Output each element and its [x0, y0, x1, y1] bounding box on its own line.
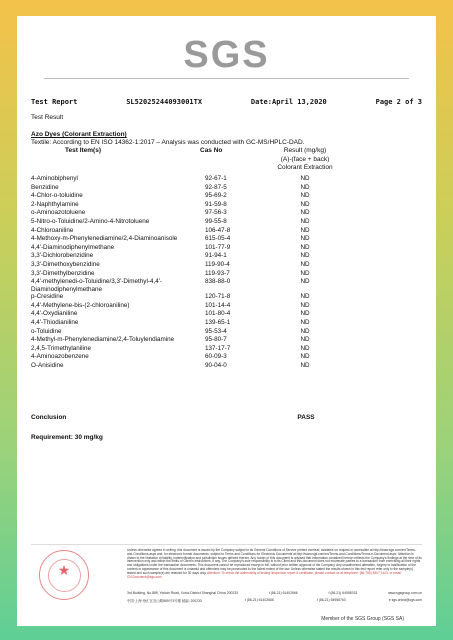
authenticity-text: Attention: To check the authenticity of testing /inspection report & certificate, please contact us at telephone: (86-755) 8307 1443, or email: CN.Doccheck@sgs.com: [127, 570, 402, 579]
result-header-line1: Result (mg/kg): [283, 147, 327, 154]
section-description: Textile: According to EN ISO 14362-1:2017 – Analysis was conducted with GC-MS/HPLC-DAD.: [31, 139, 305, 146]
cas-number: 137-17-7: [205, 344, 231, 352]
result-value: ND: [300, 353, 310, 361]
fax-en: f (86-21) 64958763: [328, 591, 358, 595]
test-item-name: 3,3'-Dimethoxybenzidine: [31, 260, 100, 268]
report-number: SL52025244093001TX: [126, 98, 203, 106]
cas-number: 119-93-7: [205, 269, 230, 277]
conclusion-value: PASS: [297, 414, 315, 421]
result-value: ND: [300, 278, 310, 286]
table-row: [31, 302, 345, 311]
cas-number: 92-87-5: [205, 183, 227, 191]
test-item-name: 4,4'-Methylene-bis-(2-chloroaniline): [31, 301, 130, 309]
cas-number: 97-56-3: [205, 209, 227, 217]
report-header: [31, 98, 422, 106]
cas-number: 92-67-1: [205, 175, 227, 182]
cas-number: 90-04-0: [205, 361, 227, 369]
result-header-line2: (A)-(face + back): [280, 155, 330, 163]
footer-divider: [31, 544, 422, 545]
website: www.sgsgroup.com.cn: [388, 591, 422, 595]
result-value: ND: [300, 327, 310, 335]
table-row: [31, 235, 345, 244]
conclusion-label: Conclusion: [31, 414, 67, 421]
result-value: ND: [300, 344, 310, 352]
test-item-name: 3,3'-Dichlorobenzidine: [31, 252, 94, 260]
disclaimer-text: Unless otherwise agreed in writing, this document is issued by the Company subject to its General Conditions of Service printed overleaf, available on request or accessible at http://www.sgs.com/en/Terms-and-Conditions.aspx and, for electronic format documents, subject to Terms and Conditions for Electronic Documents at http://www.sgs.com/en/Terms-and-Conditions/Terms-e-Document.aspx. Attention is drawn to the limitation of liability, indemnification and jurisdiction issues defined therein. Any holder of this document is advised that information contained hereon reflects the Company's findings at the time of its intervention only and within the limits of Client's instructions, if any. The Company's sole responsibility is to its Client and this document does not exonerate parties to a transaction from exercising all their rights and obligations under the transaction documents. This document cannot be reproduced except in full, without prior written approval of the Company. Any unauthorized alteration, forgery or falsification of the content or appearance of this document is unlawful and offenders may be prosecuted to the fullest extent of the law. Unless otherwise stated the results shown in this test report refer only to the sample(s) tested and such sample(s) are retained for 30 days only.: [127, 548, 422, 575]
logo-divider: [44, 78, 409, 79]
table-row: [31, 353, 345, 362]
cas-number: 101-14-4: [205, 301, 231, 309]
test-item-name: p-Cresidine: [31, 293, 64, 301]
test-item-name: 4,4'-Oxydianiline: [31, 310, 78, 318]
test-item-name: 4-Methoxy-m-Phenylenediamine/2,4-Diaminoanisole: [31, 235, 178, 243]
result-value: ND: [300, 209, 310, 217]
table-row: [31, 270, 345, 279]
result-value: ND: [300, 310, 310, 318]
result-value: ND: [300, 301, 310, 309]
test-result-label: Test Result: [31, 114, 64, 121]
test-item-name: 4-Chlor-o-toluidine: [31, 192, 83, 200]
report-date: Date:April 13,2020: [250, 98, 327, 106]
result-value: ND: [300, 226, 310, 234]
test-item-name: o-Toluidine: [31, 327, 62, 335]
cas-number: 101-80-4: [205, 310, 231, 318]
column-header-item: Test Item(s): [65, 147, 101, 154]
cas-number: 60-09-3: [205, 353, 227, 361]
result-value: ND: [300, 252, 310, 260]
test-item-name: 4,4'-Diaminodiphenylmethane: [31, 243, 115, 251]
result-value: ND: [300, 183, 310, 191]
table-row: [31, 184, 345, 193]
test-item-name: O-Anisidine: [31, 361, 64, 369]
cas-number: 101-77-9: [205, 243, 231, 251]
column-header-result: [265, 147, 345, 173]
requirement-text: Requirement: 30 mg/kg: [31, 434, 103, 441]
member-text: Member of the SGS Group (SGS SA): [321, 616, 404, 622]
table-row: [31, 227, 345, 236]
cas-number: 139-65-1: [205, 318, 231, 326]
test-item-name: 4,4'-Thiodianiline: [31, 318, 79, 326]
section-title: Azo Dyes (Colorant Extraction): [31, 131, 127, 138]
cas-number: 106-47-8: [205, 226, 231, 234]
result-value: ND: [300, 235, 310, 243]
cas-number: 119-90-4: [205, 260, 230, 268]
test-item-name: 4-Aminobiphenyl: [31, 175, 78, 182]
table-row: [31, 336, 345, 345]
result-value: ND: [300, 361, 310, 369]
address-cn: 中国·上海·徐汇区宜山路889号3号楼 邮编: 200233: [127, 599, 202, 603]
cas-number: 95-69-2: [205, 192, 227, 200]
result-value: ND: [300, 260, 310, 268]
page-number: Page 2 of 3: [375, 98, 422, 106]
seal-star-icon: ★: [57, 562, 71, 578]
footer-address-cn: [127, 598, 422, 603]
report-page: [17, 16, 436, 626]
test-item-name: 4,4'-methylenedi-o-Toluidine/3,3'-Dimethyl-4,4'-Diaminodiphenylmethane: [31, 278, 163, 293]
table-row: [31, 209, 345, 218]
table-row: [31, 175, 345, 184]
table-row: [31, 261, 345, 270]
test-item-name: 5-Nitro-o-Toluidine/2-Amino-4-Nitrotoluene: [31, 217, 150, 225]
cas-number: 615-05-4: [205, 235, 231, 243]
result-value: ND: [300, 243, 310, 251]
cas-number: 91-59-8: [205, 200, 227, 208]
conclusion-row: [31, 414, 351, 421]
test-item-name: 4-Aminoazobenzene: [31, 353, 89, 361]
table-row: [31, 244, 345, 253]
footer-address-en: [127, 591, 422, 595]
email: e sgs.china@sgs.com: [388, 598, 422, 602]
fax-cn: f (86-21) 64958763: [316, 598, 346, 602]
test-item-name: 2,4,5-Trimethylaniline: [31, 344, 91, 352]
results-table: [31, 175, 345, 370]
table-row: [31, 252, 345, 261]
tel-cn: t (86-21) 61402666: [244, 598, 274, 602]
table-row: [31, 293, 345, 302]
cas-number: 95-53-4: [205, 327, 227, 335]
cas-number: 95-80-7: [205, 336, 227, 344]
column-header-cas: Cas No: [200, 147, 223, 154]
footer-disclaimer: [127, 549, 422, 579]
result-header-line3: Colorant Extraction: [277, 164, 333, 171]
table-row: [31, 192, 345, 201]
report-label: Test Report: [31, 98, 78, 106]
test-item-name: 2-Naphthylamine: [31, 200, 79, 208]
table-row: [31, 310, 345, 319]
test-item-name: 4-Methyl-m-Phenylenediamine/2,4-Toluylendiamine: [31, 336, 175, 344]
cas-number: 99-55-8: [205, 217, 227, 225]
result-value: ND: [300, 336, 310, 344]
table-row: [31, 319, 345, 328]
tel-en: t (86-21) 61402666: [268, 591, 298, 595]
test-item-name: 3,3'-Dimethylbenzidine: [31, 269, 95, 277]
table-row: [31, 218, 345, 227]
result-value: ND: [300, 318, 310, 326]
result-value: ND: [300, 217, 310, 225]
test-item-name: Benzidine: [31, 183, 59, 191]
table-row: [31, 328, 345, 337]
result-value: ND: [300, 200, 310, 208]
table-row: [31, 201, 345, 210]
cas-number: 120-71-8: [205, 293, 231, 301]
result-value: ND: [300, 269, 310, 277]
test-item-name: o-Aminoazotoluene: [31, 209, 86, 217]
cas-number: 91-94-1: [205, 252, 227, 260]
result-value: ND: [300, 175, 310, 182]
result-value: ND: [300, 293, 310, 301]
company-seal: [39, 550, 89, 600]
table-row: [31, 345, 345, 354]
sgs-logo: SGS: [183, 34, 270, 76]
table-row: [31, 278, 345, 293]
cas-number: 838-88-0: [205, 278, 231, 286]
address-en: 3rd Building, No.889, Yishan Road, Xuhui District Shanghai China 200233: [127, 591, 239, 595]
table-row: [31, 362, 345, 371]
test-item-name: 4-Chloroaniline: [31, 226, 74, 234]
result-value: ND: [300, 192, 310, 200]
